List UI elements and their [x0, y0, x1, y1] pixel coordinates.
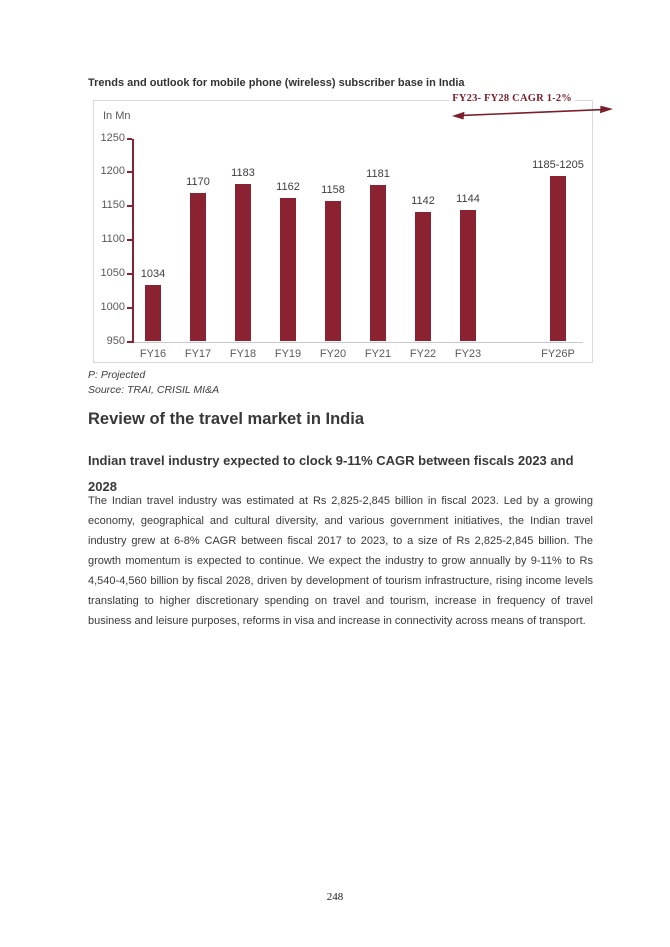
bar: [460, 210, 476, 341]
x-tick-label: FY20: [319, 347, 347, 360]
x-tick-label: FY26P: [541, 347, 575, 360]
cagr-annotation-label: FY23- FY28 CAGR 1-2%: [449, 93, 575, 104]
bar: [145, 285, 161, 342]
bar: [190, 193, 206, 342]
page-number: 248: [326, 891, 344, 903]
bar-value-label: 1144: [456, 193, 480, 206]
y-tick-mark: [127, 341, 132, 343]
x-tick-label: FY18: [229, 347, 257, 360]
y-tick-mark: [127, 307, 132, 309]
bar-value-label: 1142: [411, 194, 435, 207]
chart-source: Source: TRAI, CRISIL MI&A: [88, 384, 220, 396]
bar-value-label: 1034: [140, 267, 166, 280]
y-axis-line: [132, 139, 134, 343]
x-tick-label: FY19: [274, 347, 302, 360]
bar-value-label: 1162: [276, 181, 300, 194]
chart-unit-label: In Mn: [103, 110, 131, 122]
section-heading: Review of the travel market in India: [88, 410, 365, 428]
y-tick-label: 1100: [101, 233, 125, 245]
x-tick-label: FY23: [454, 347, 482, 360]
chart-plot-area: [94, 101, 592, 362]
double-arrow-icon: [450, 103, 615, 121]
y-tick-label: 1250: [100, 131, 125, 144]
bar: [325, 201, 341, 342]
bar-value-label: 1183: [231, 166, 255, 179]
y-tick-label: 1200: [100, 165, 125, 178]
x-tick-label: FY21: [364, 347, 392, 360]
x-tick-label: FY16: [139, 347, 167, 360]
section-subheading: Indian travel industry expected to clock 9-11% CAGR between fiscals 2023 and 2028: [88, 453, 574, 494]
bar: [235, 184, 251, 342]
body-paragraph: The Indian travel industry was estimated at Rs 2,825-2,845 billion in fiscal 2023. Led by a growing economy, geographical and cultural diversity, and various government initiatives, the Indian travel industry grew at 6-8% CAGR between fiscal 2017 to 2023, to a size of Rs 2,825-2,845 billion. The growth momentum is expected to continue. We expect the industry to grow annually by 9-11% to Rs 4,540-4,560 billion by fiscal 2028, driven by development of tourism infrastructure, rising income levels translating to higher discretionary spending on travel and tourism, increase in frequency of travel business and leisure purposes, reforms in visa and increase in connectivity across means of transport.: [88, 495, 593, 627]
x-axis-line: [134, 342, 583, 343]
bar-value-label: 1170: [186, 175, 210, 188]
bar-value-label: 1185-1205: [532, 158, 584, 171]
y-tick-mark: [127, 205, 132, 207]
chart-footnote: P: Projected: [88, 369, 146, 381]
y-tick-label: 950: [106, 334, 125, 347]
bar-value-label: 1181: [366, 168, 390, 181]
y-tick-mark: [127, 138, 132, 140]
x-tick-label: FY17: [184, 347, 212, 360]
y-tick-label: 1000: [100, 300, 125, 313]
bar: [550, 176, 566, 342]
bar: [415, 212, 431, 342]
y-tick-label: 1050: [100, 266, 125, 279]
bar: [280, 198, 296, 341]
x-tick-label: FY22: [409, 347, 437, 360]
subscriber-chart: [93, 100, 593, 363]
bar-value-label: 1158: [321, 183, 345, 196]
chart-title: Trends and outlook for mobile phone (wireless) subscriber base in India: [88, 77, 465, 89]
bar: [370, 185, 386, 341]
y-tick-mark: [127, 239, 132, 241]
y-tick-label: 1150: [101, 199, 125, 212]
y-tick-mark: [127, 171, 132, 173]
